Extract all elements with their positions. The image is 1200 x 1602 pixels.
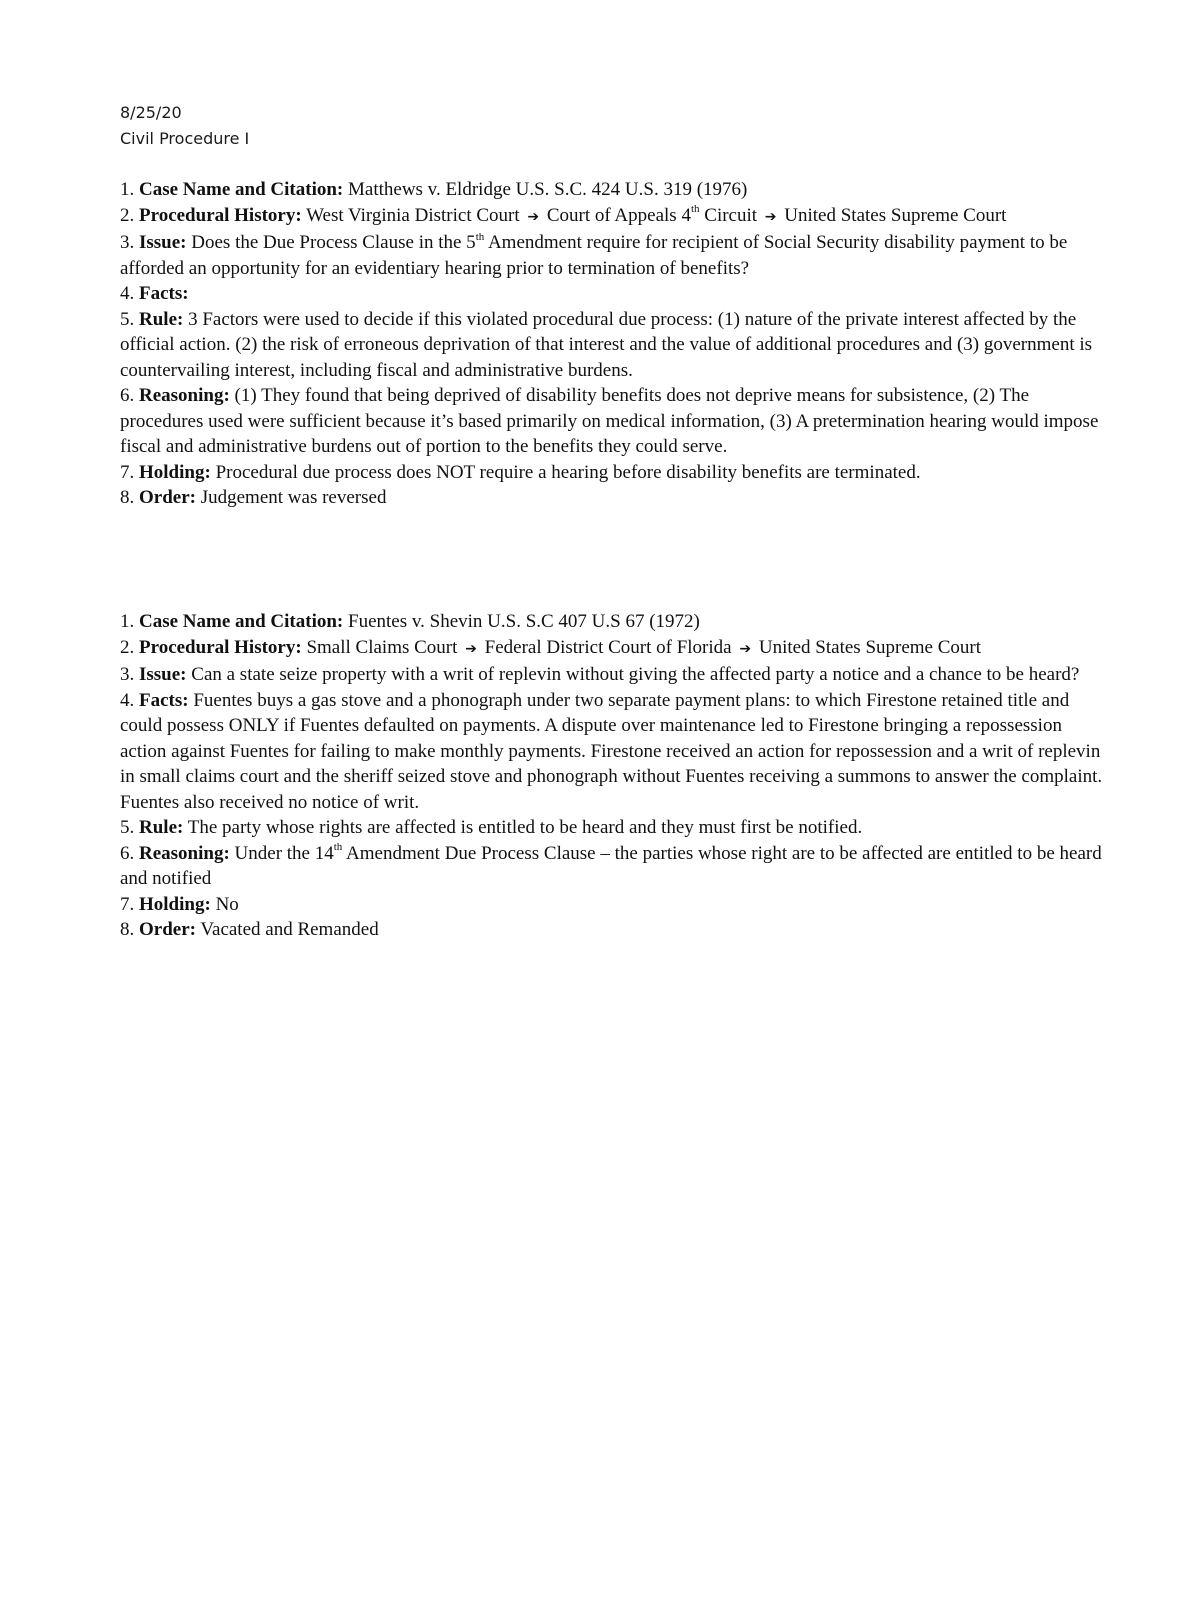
- facts-item: 4. Facts:: [120, 283, 189, 304]
- order-heading: Order:: [139, 919, 196, 940]
- rule-text: 3 Factors were used to decide if this violated procedural due process: (1) nature of the private interest affected by the official action. (2) the risk of erroneous deprivation of that interest and the value of additional procedures and (3) government is countervailing interest, including fiscal and administrative burdens.: [120, 308, 1093, 381]
- order-item: 8. Order: Vacated and Remanded: [120, 919, 379, 940]
- reasoning-item: 6. Reasoning: Under the 14th Amendment Due Process Clause – the parties whose right are to be affected are entitled to be heard and notified: [120, 841, 1102, 889]
- history-step: Circuit: [699, 204, 758, 226]
- reasoning-heading: Reasoning:: [139, 385, 230, 406]
- history-step: United States Supreme Court: [779, 204, 1007, 226]
- holding-heading: Holding:: [139, 893, 211, 915]
- procedural-history-item: 2. Procedural History: Small Claims Court ➔ Federal District Court of Florida ➔ United States Supreme Court: [120, 635, 1110, 663]
- procedural-history-heading: Procedural History:: [139, 204, 302, 226]
- case-name-heading: Case Name and Citation:: [139, 611, 344, 632]
- facts-heading: Facts:: [139, 283, 189, 304]
- history-step: United States Supreme Court: [754, 636, 982, 658]
- reasoning-heading: Reasoning:: [139, 842, 230, 864]
- procedural-history-item: 2. Procedural History: West Virginia District Court ➔ Court of Appeals 4th Circuit ➔ United States Supreme Court: [120, 203, 1110, 231]
- history-step: Small Claims Court: [301, 636, 458, 658]
- arrow-right-icon: ➔: [465, 640, 477, 657]
- rule-text: The party whose rights are affected is entitled to be heard and they must first be notified.: [183, 817, 863, 838]
- facts-text: Fuentes buys a gas stove and a phonograph under two separate payment plans: to which Firestone retained title and could possess ONLY if Fuentes defaulted on payments. A dispute over maintenance led to Firestone bringing a repossession action against Fuentes for failing to make monthly payments. Firestone received an action for repossession and a writ of replevin in small claims court and the sheriff seized stove and phonograph without Fuentes receiving a summons to answer the complaint. Fuentes also received no notice of writ.: [120, 689, 1103, 813]
- holding-heading: Holding:: [139, 461, 211, 483]
- issue-item: 3. Issue: Can a state seize property with a writ of replevin without giving the affected party a notice and a chance to be heard?: [120, 664, 1080, 685]
- holding-item: 7. Holding: Procedural due process does NOT require a hearing before disability benefits are terminated.: [120, 461, 921, 483]
- issue-heading: Issue:: [139, 232, 187, 253]
- case-brief-fuentes: [120, 609, 1110, 943]
- facts-heading: Facts:: [139, 689, 189, 711]
- facts-item: 4. Facts: Fuentes buys a gas stove and a phonograph under two separate payment plans: to which Firestone retained title and could possess ONLY if Fuentes defaulted on payments. A dispute over maintenance led to Firestone bringing a repossession action against Fuentes for failing to make monthly payments. Firestone received an action for repossession and a writ of replevin in small claims court and the sheriff seized stove and phonograph without Fuentes receiving a summons to answer the complaint. Fuentes also received no notice of writ.: [120, 689, 1103, 813]
- holding-text: Procedural due process does NOT require a hearing before disability benefits are terminated.: [210, 461, 921, 483]
- ordinal-superscript: th: [690, 203, 700, 216]
- issue-heading: Issue:: [139, 664, 187, 685]
- rule-heading: Rule:: [139, 308, 184, 330]
- holding-item: 7. Holding: No: [120, 893, 239, 915]
- order-heading: Order:: [139, 487, 196, 508]
- order-item: 8. Order: Judgement was reversed: [120, 487, 387, 508]
- case-name-item: 1. Case Name and Citation: Matthews v. Eldridge U.S. S.C. 424 U.S. 319 (1976): [120, 179, 748, 200]
- case-name-text: Matthews v. Eldridge U.S. S.C. 424 U.S. 319 (1976): [343, 179, 748, 200]
- reasoning-item: 6. Reasoning: (1) They found that being deprived of disability benefits does not deprive means for subsistence, (2) The procedures used were sufficient because it’s based primarily on medical information, (3) A pretermination hearing would impose fiscal and administrative burdens out of portion to the benefits they could serve.: [120, 385, 1099, 457]
- order-text: Judgement was reversed: [195, 487, 387, 508]
- date-line: 8/25/20: [120, 103, 182, 122]
- case-name-item: 1. Case Name and Citation: Fuentes v. Shevin U.S. S.C 407 U.S 67 (1972): [120, 611, 700, 632]
- document-header: [120, 100, 249, 152]
- history-step: West Virginia District Court: [301, 204, 520, 226]
- order-text: Vacated and Remanded: [195, 919, 379, 940]
- procedural-history-heading: Procedural History:: [139, 636, 302, 658]
- arrow-right-icon: ➔: [739, 640, 752, 657]
- issue-item: 3. Issue: Does the Due Process Clause in the 5th Amendment require for recipient of Social Security disability payment to be afforded an opportunity for an evidentiary hearing prior to termination of benefits?: [120, 230, 1068, 279]
- case-name-heading: Case Name and Citation:: [139, 179, 344, 200]
- arrow-right-icon: ➔: [527, 208, 540, 225]
- holding-text: No: [210, 893, 239, 915]
- ordinal-superscript: th: [475, 230, 485, 243]
- rule-item: 5. Rule: 3 Factors were used to decide if this violated procedural due process: (1) nature of the private interest affected by the official action. (2) the risk of erroneous deprivation of that interest and the value of additional procedures and (3) government is countervailing interest, including fiscal and administrative burdens.: [120, 308, 1093, 381]
- arrow-right-icon: ➔: [764, 208, 777, 225]
- issue-text: Can a state seize property with a writ of replevin without giving the affected party a notice and a chance to be heard?: [186, 664, 1080, 685]
- history-step: Court of Appeals 4: [542, 204, 691, 226]
- rule-heading: Rule:: [139, 817, 184, 838]
- case-name-text: Fuentes v. Shevin U.S. S.C 407 U.S 67 (1972): [343, 611, 700, 632]
- case-brief-matthews: [120, 177, 1110, 511]
- rule-item: 5. Rule: The party whose rights are affected is entitled to be heard and they must first be notified.: [120, 817, 863, 838]
- course-title: Civil Procedure I: [120, 129, 250, 148]
- history-step: Federal District Court of Florida: [479, 636, 732, 658]
- reasoning-text: (1) They found that being deprived of disability benefits does not deprive means for subsistence, (2) The procedures used were sufficient because it’s based primarily on medical information, (3) A pretermination hearing would impose fiscal and administrative burdens out of portion to the benefits they could serve.: [120, 385, 1099, 457]
- ordinal-superscript: th: [333, 841, 343, 854]
